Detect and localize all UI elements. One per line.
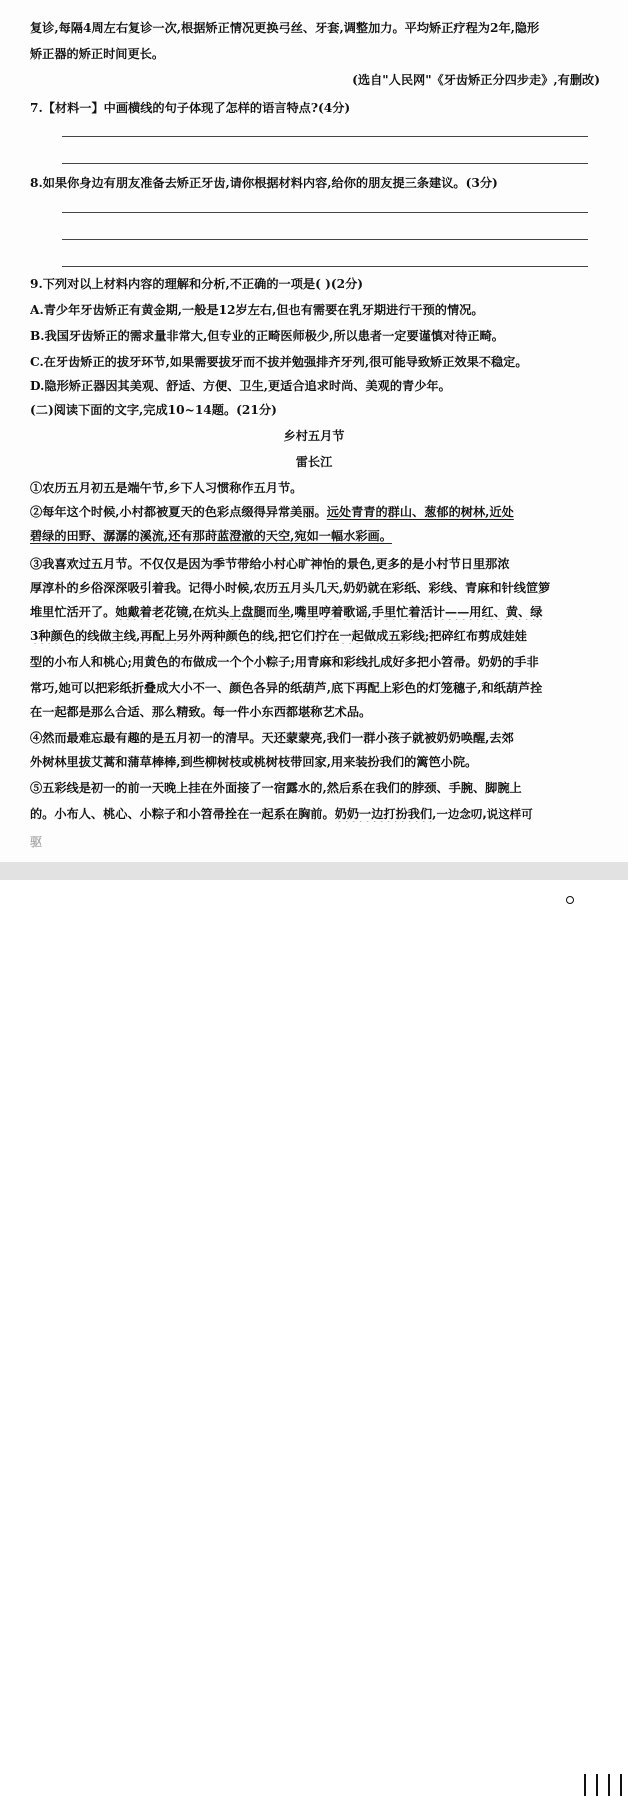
paragraph-3-line: 厚淳朴的乡俗深深吸引着我。记得小时候,农历五月头几天,奶奶就在彩纸、彩线、青麻和针线笸箩	[30, 581, 551, 595]
circle-mark-icon	[566, 896, 574, 904]
paragraph-3-line: 常巧,她可以把彩纸折叠成大小不一、颜色各异的纸葫芦,底下再配上彩色的灯笼穗子,和纸葫芦拴	[30, 681, 543, 695]
article-title: 乡村五月节	[283, 429, 345, 443]
article-author: 雷长江	[295, 455, 333, 469]
exam-page	[0, 0, 628, 862]
page-tick	[584, 1774, 586, 1796]
question-8: 8.如果你身边有朋友准备去矫正牙齿,请你根据材料内容,给你的朋友提三条建议。(3分)	[30, 176, 498, 190]
page-tick	[620, 1774, 622, 1796]
paragraph-3-line	[30, 604, 602, 620]
wavy-underlined-sentence: 奶奶一边打扮我们,	[334, 807, 437, 821]
paragraph-2-line	[30, 528, 602, 544]
source-citation: (选自"人民网"《牙齿矫正分四步走》,有删改)	[352, 73, 600, 87]
text-span: 的。小布人、桃心、小粽子和小笤帚拴在一起系在胸前。	[30, 807, 335, 821]
answer-line[interactable]	[62, 136, 588, 137]
page-tick	[596, 1774, 598, 1796]
text-span: 把碎红布剪成娃娃	[429, 629, 527, 643]
paragraph-1: ①农历五月初五是端午节,乡下人习惯称作五月节。	[30, 481, 303, 495]
page-separator	[0, 862, 628, 880]
question-9: 9.下列对以上材料内容的理解和分析,不正确的一项是( )(2分)	[30, 277, 364, 291]
paragraph-5-line: ⑤五彩线是初一的前一天晚上挂在外面接了一宿露水的,然后系在我们的脖颈、手腕、脚腕上	[30, 781, 522, 795]
paragraph-3-line	[30, 628, 602, 644]
text-line: 复诊,每隔4周左右复诊一次,根据矫正情况更换弓丝、牙套,调整加力。平均矫正疗程为2年,隐形	[30, 21, 540, 35]
underlined-sentence: 远处青青的群山、葱郁的树林,近处	[326, 505, 514, 519]
option-c: C.在牙齿矫正的拔牙环节,如果需要拔牙而不拔并勉强排齐牙列,很可能导致矫正效果不稳定。	[30, 355, 528, 369]
paragraph-4-line: ④然而最难忘最有趣的是五月初一的清早。天还蒙蒙亮,我们一群小孩子就被奶奶唤醒,去郊	[30, 731, 514, 745]
paragraph-3-line: 在一起都是那么合适、那么精致。每一件小东西都堪称艺术品。	[30, 705, 372, 719]
paragraph-4-line: 外树林里拔艾蒿和蒲草棒棒,到些柳树枝或桃树枝带回家,用来装扮我们的篱笆小院。	[30, 755, 478, 769]
handwritten-text: 一边念叨,说这样可	[436, 807, 533, 821]
option-b: B.我国牙齿矫正的需求量非常大,但专业的正畸医师极少,所以患者一定要谨慎对待正畸。	[30, 329, 504, 343]
option-d: D.隐形矫正器因其美观、舒适、方便、卫生,更适合追求时尚、美观的青少年。	[30, 379, 451, 393]
section-heading: (二)阅读下面的文字,完成10~14题。(21分)	[30, 403, 277, 417]
paragraph-3-line: ③我喜欢过五月节。不仅仅是因为季节带给小村心旷神怡的景色,更多的是小村节日里那浓	[30, 557, 510, 571]
answer-line[interactable]	[62, 212, 588, 213]
text-span: 堆里忙活开了。	[30, 605, 116, 619]
question-7: 7.【材料一】中画横线的句子体现了怎样的语言特点?(4分)	[30, 101, 351, 115]
paragraph-2-line	[30, 504, 602, 520]
page-tick	[608, 1774, 610, 1796]
footer-bar	[0, 880, 628, 918]
wavy-underlined-sentence: 她戴着老花镜,在炕头上盘腿而坐,嘴里哼着歌谣,手里忙着活计——用红、黄、绿	[115, 605, 543, 619]
text-line: 矫正器的矫正时间更长。	[30, 47, 165, 61]
paragraph-5-line-cut: 驱	[30, 835, 43, 849]
paragraph-3-line: 型的小布人和桃心;用黄色的布做成一个个小粽子;用青麻和彩线扎成好多把小笤帚。奶奶的手非	[30, 655, 539, 669]
answer-line[interactable]	[62, 266, 588, 267]
answer-line[interactable]	[62, 239, 588, 240]
text-span: ②每年这个时候,小村都被夏天的色彩点缀得异常美丽。	[30, 505, 327, 519]
option-a: A.青少年牙齿矫正有黄金期,一般是12岁左右,但也有需要在乳牙期进行干预的情况。	[30, 303, 484, 317]
answer-line[interactable]	[62, 163, 588, 164]
underlined-sentence: 碧绿的田野、潺潺的溪流,还有那莳蓝澄澈的天空,宛如一幅水彩画。	[30, 529, 392, 543]
wavy-underlined-sentence: 3种颜色的线做主线,再配上另外两种颜色的线,把它们拧在一起做成五彩线;	[30, 629, 430, 643]
paragraph-5-line	[30, 806, 602, 822]
